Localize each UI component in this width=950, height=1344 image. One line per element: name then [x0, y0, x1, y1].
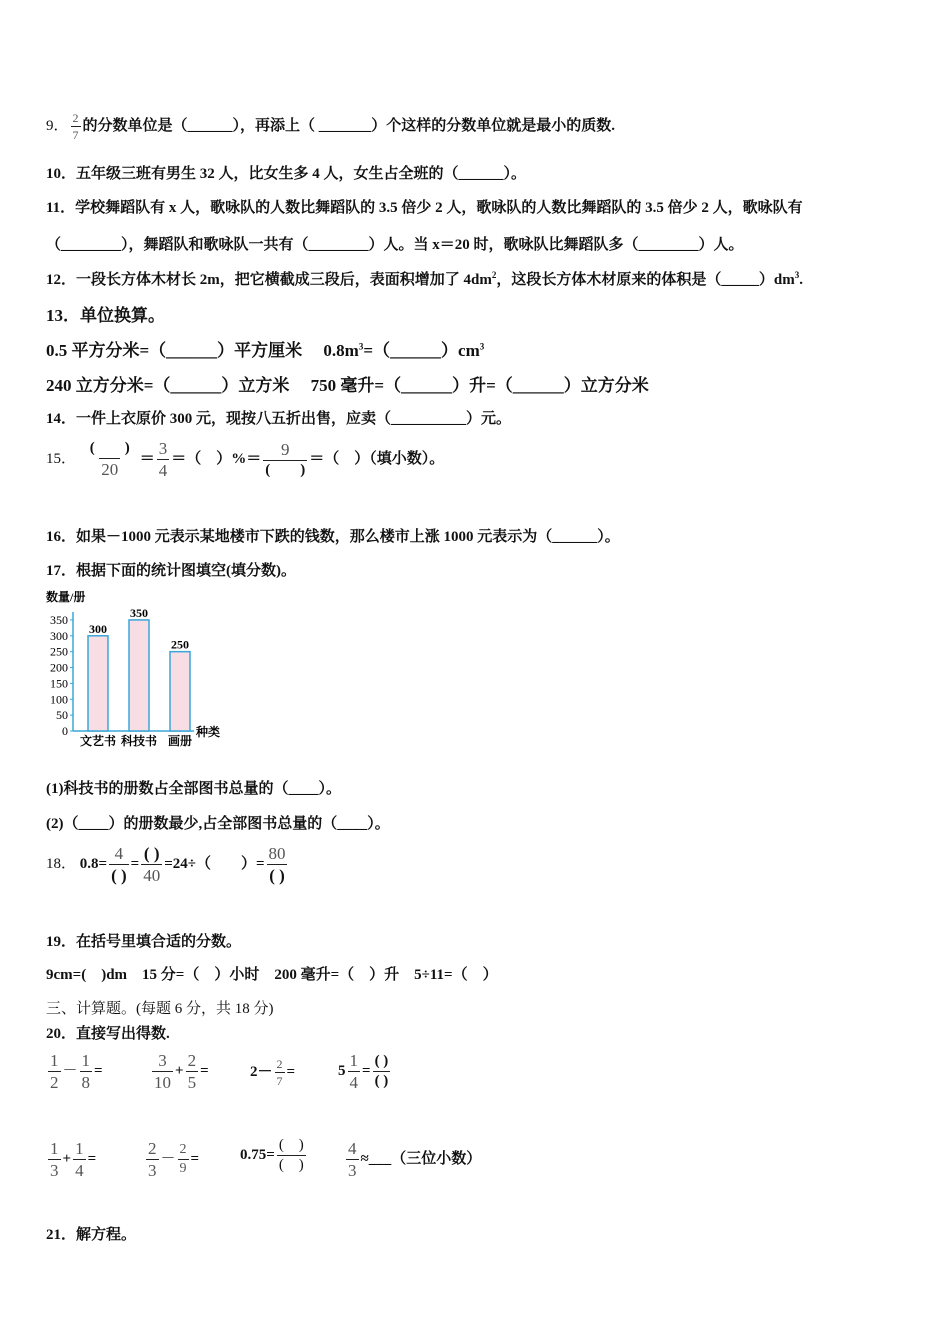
chart-x-axis-label: 种类 — [196, 725, 221, 739]
q9-number: 9． — [46, 117, 69, 134]
section-3-title: 三、计算题。(每题 6 分，共 18 分) — [46, 1001, 274, 1017]
chart-y-tick-label: 200 — [50, 660, 68, 675]
chart-y-tick-label: 350 — [50, 612, 68, 627]
q18-fraction-2: $\frac{( )}{40}$ — [143, 844, 161, 885]
q20-expr-2: $\frac{3}{10}$ + $\frac{2}{5}$ = — [154, 1051, 209, 1092]
q9-fraction: $\frac{2}{7}$ — [72, 111, 79, 142]
question-18: 18． 0.8= $\frac{4}{( )}$ = $\frac{( )}{40}$ =24÷（ ）= $\frac{80}{( )}$ — [46, 844, 286, 885]
question-9 — [46, 112, 615, 141]
chart-y-tick-label: 0 — [62, 724, 68, 738]
bar-chart — [44, 588, 244, 753]
chart-category-label: 画册 — [167, 734, 193, 748]
question-12: 12．一段长方体木材长 2m，把它横截成三段后，表面积增加了 $4dm^2$，这段长方体木材原来的体积是$(\_\_\_\_\_)dm^3$. — [46, 270, 803, 288]
chart-bar — [170, 652, 190, 731]
q9-text: 的分数单位是（______），再添上（ _______）个这样的分数单位就是最小的质数. — [82, 117, 616, 134]
chart-data-label: 250 — [171, 637, 189, 652]
q20-expr-3: 2－ $\frac{2}{7}$ = — [250, 1057, 296, 1088]
chart-y-tick-label: 250 — [50, 644, 68, 659]
question-11-line2: （________），舞蹈队和歌咏队一共有（________）人。当 x＝20 时，歌咏队比舞蹈队多（________）人。 — [46, 237, 744, 253]
question-17-sub1: (1)科技书的册数占全部图书总量的（____）。 — [46, 781, 341, 797]
question-13-title: 13．单位换算。 — [46, 306, 165, 325]
chart-category-label: 科技书 — [120, 734, 158, 748]
question-16: 16．如果－1000 元表示某地楼市下跌的钱数，那么楼市上涨 1000 元表示为（______）。 — [46, 529, 620, 545]
question-15: 15． $\frac{( )}{20}$ ＝ $\frac{3}{4}$ ＝（ ）%＝ $\frac{9}{( )}$ ＝（ ）（填小数）。 — [46, 439, 445, 480]
q20-expr-5: $\frac{1}{3}$ + $\frac{1}{4}$ = — [50, 1139, 97, 1180]
chart-y-tick-label: 50 — [56, 708, 68, 723]
q18-fraction-3: $\frac{80}{( )}$ — [268, 844, 286, 885]
chart-data-label: 350 — [130, 605, 148, 620]
q15-fraction-2: $\frac{3}{4}$ — [158, 439, 168, 480]
question-13-line2: 240 立方分米=（______）立方米 750 毫升=（______）升=（______）立方分米 — [46, 376, 649, 395]
question-11-line1: 11．学校舞蹈队有 x 人，歌咏队的人数比舞蹈队的 3.5 倍少 2 人，歌咏队的人数比舞蹈队的 3.5 倍少 2 人，歌咏队有 — [46, 200, 803, 216]
chart-y-axis-label: 数量/册 — [46, 590, 86, 604]
question-17: 17．根据下面的统计图填空(填分数)。 — [46, 563, 296, 579]
chart-category-label: 文艺书 — [79, 734, 117, 748]
question-19-title: 19．在括号里填合适的分数。 — [46, 934, 242, 950]
chart-y-tick-label: 150 — [50, 676, 68, 691]
chart-y-tick-label: 300 — [50, 628, 68, 643]
question-17-sub2: (2)（____）的册数最少,占全部图书总量的（____）。 — [46, 816, 390, 832]
q20-expr-1: $\frac{1}{2}$ － $\frac{1}{8}$ = — [50, 1051, 103, 1092]
q18-fraction-1: $\frac{4}{( )}$ — [111, 844, 127, 885]
question-10: 10．五年级三班有男生 32 人，比女生多 4 人，女生占全班的（______）。 — [46, 166, 527, 182]
chart-data-label: 300 — [89, 621, 107, 636]
q15-fraction-1: $\frac{( )}{20}$ — [89, 440, 130, 479]
question-21-title: 21．解方程。 — [46, 1227, 137, 1243]
chart-bar — [88, 636, 108, 731]
q20-expr-4: 5 $\frac{1}{4}$ = $\frac{( )}{( )}$ — [338, 1051, 389, 1092]
q15-fraction-3: $\frac{9}{( )}$ — [265, 440, 306, 478]
q20-expr-6: $\frac{2}{3}$ － $\frac{2}{9}$ = — [148, 1139, 200, 1180]
question-13-line1: 0.5 平方分米=（______）平方厘米 $0.8m^3=(\_\_\_\_\_\_)cm^3$ — [46, 341, 485, 360]
q20-expr-7: 0.75= $\frac{( )}{( )}$ — [240, 1137, 304, 1173]
question-20-title: 20．直接写出得数. — [46, 1026, 170, 1042]
chart-bar — [129, 620, 149, 731]
chart-y-tick-label: 100 — [50, 692, 68, 707]
question-14: 14．一件上衣原价 300 元，现按八五折出售，应卖（__________）元。 — [46, 411, 512, 427]
question-19-line: 9cm=( )dm 15 分=（ ）小时 200 毫升=（ ）升 5÷11=（ ） — [46, 967, 498, 983]
q20-expr-8: $\frac{4}{3}$ ≈___（三位小数） — [348, 1139, 482, 1180]
